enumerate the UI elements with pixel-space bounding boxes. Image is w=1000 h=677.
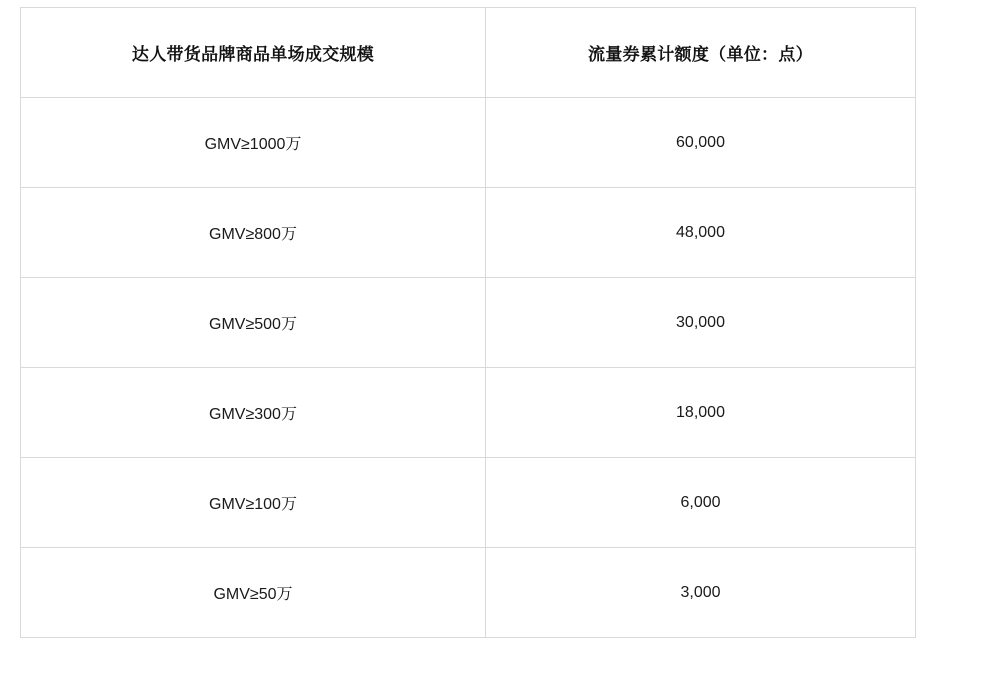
cell-gmv-tier: GMV≥800万 (21, 188, 486, 278)
table-row (21, 98, 916, 188)
cell-quota: 30,000 (486, 278, 916, 368)
column-header-gmv-tier: 达人带货品牌商品单场成交规模 (21, 8, 486, 98)
gmv-quota-table (20, 7, 916, 638)
column-header-quota: 流量券累计额度（单位：点） (486, 8, 916, 98)
cell-quota: 48,000 (486, 188, 916, 278)
table-row (21, 188, 916, 278)
table-body (21, 98, 916, 638)
table-row (21, 458, 916, 548)
table-header (21, 8, 916, 98)
cell-quota: 18,000 (486, 368, 916, 458)
cell-gmv-tier: GMV≥50万 (21, 548, 486, 638)
table-row (21, 278, 916, 368)
cell-quota: 3,000 (486, 548, 916, 638)
table-row (21, 368, 916, 458)
cell-quota: 60,000 (486, 98, 916, 188)
cell-gmv-tier: GMV≥100万 (21, 458, 486, 548)
table-container (20, 7, 915, 638)
cell-gmv-tier: GMV≥1000万 (21, 98, 486, 188)
cell-quota: 6,000 (486, 458, 916, 548)
cell-gmv-tier: GMV≥500万 (21, 278, 486, 368)
table-header-row (21, 8, 916, 98)
table-row (21, 548, 916, 638)
cell-gmv-tier: GMV≥300万 (21, 368, 486, 458)
